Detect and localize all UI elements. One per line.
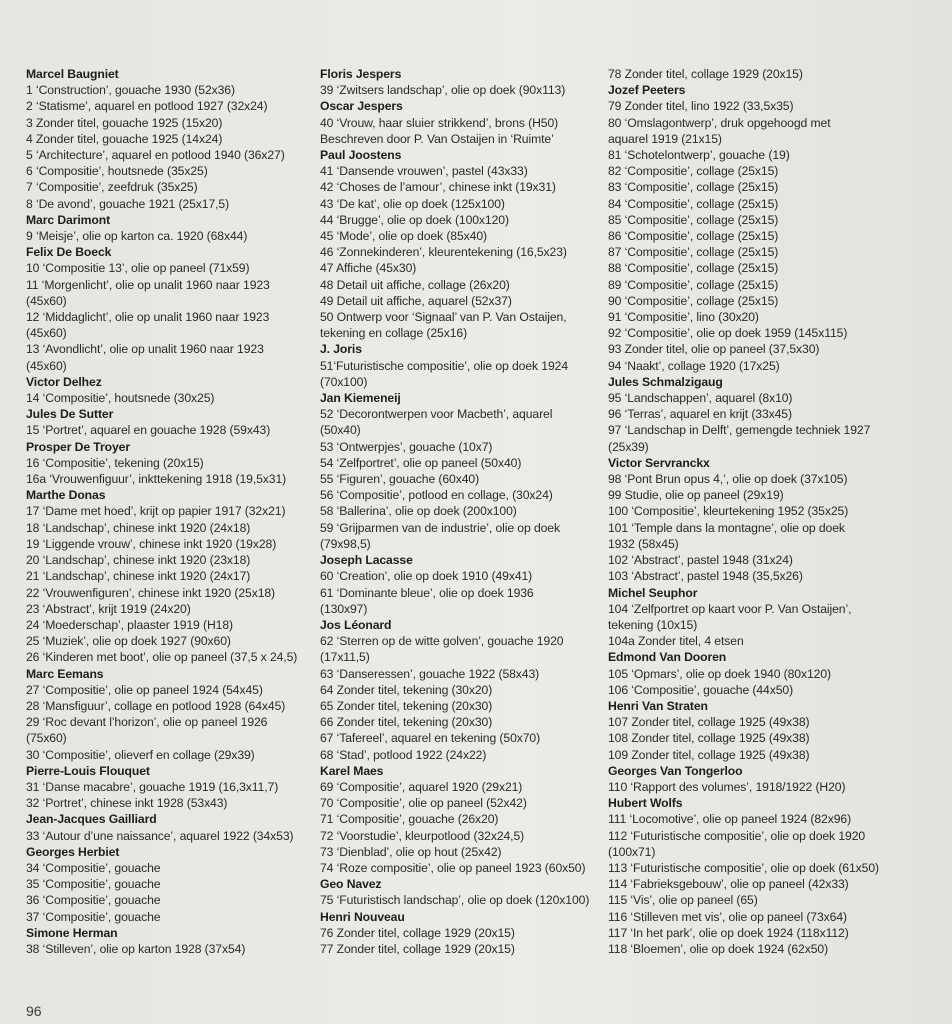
artwork-entry: 101 ‘Temple dans la montagne’, olie op doek: [608, 520, 845, 535]
artwork-entry: 45 ‘Mode’, olie op doek (85x40): [320, 229, 487, 244]
artwork-entry: (25x39): [608, 439, 649, 454]
artwork-entry: 104 ‘Zelfportret op kaart voor P. Van Ostaijen’,: [608, 601, 852, 616]
artwork-entry: (17x11,5): [320, 650, 370, 665]
artist-name: Marc Darimont: [26, 212, 111, 227]
artwork-entry: 72 ‘Voorstudie’, kleurpotlood (32x24,5): [320, 828, 525, 843]
artist-name: Marcel Baugniet: [26, 67, 119, 81]
artwork-entry: 39 ‘Zwitsers landschap’, olie op doek (90x113): [320, 83, 566, 98]
artist-name: Joseph Lacasse: [320, 553, 413, 568]
artwork-entry: 106 ‘Compositie’, gouache (44x50): [608, 682, 794, 697]
artwork-entry: 9 ‘Meisje’, olie op karton ca. 1920 (68x44): [26, 229, 248, 244]
artist-name: Georges Herbiet: [26, 844, 120, 859]
artwork-entry: 88 ‘Compositie’, collage (25x15): [608, 261, 779, 276]
artwork-entry: 32 ‘Portret’, chinese inkt 1928 (53x43): [26, 796, 228, 811]
artwork-entry: 18 ‘Landschap’, chinese inkt 1920 (24x18): [26, 520, 251, 535]
artwork-entry: 93 Zonder titel, olie op paneel (37,5x30): [608, 342, 820, 357]
artist-name: Jean-Jacques Gailliard: [26, 812, 157, 827]
artwork-entry: 48 Detail uit affiche, collage (26x20): [320, 277, 510, 292]
catalog-column-2: [320, 66, 605, 957]
artwork-entry: 84 ‘Compositie’, collage (25x15): [608, 196, 779, 211]
artwork-entry: 107 Zonder titel, collage 1925 (49x38): [608, 715, 810, 730]
artwork-entry: (130x97): [320, 601, 368, 616]
artwork-entry: 80 ‘Omslagontwerp’, druk opgehoogd met: [608, 115, 831, 130]
artwork-entry: 66 Zonder titel, tekening (20x30): [320, 715, 493, 730]
artwork-entry: 70 ‘Compositie’, olie op paneel (52x42): [320, 796, 527, 811]
artist-name: Henri Nouveau: [320, 909, 405, 924]
artwork-entry: 86 ‘Compositie’, collage (25x15): [608, 229, 779, 244]
artwork-entry: 12 ‘Middaglicht’, olie op unalit 1960 naar 1923: [26, 310, 270, 325]
artwork-entry: 56 ‘Compositie’, potlood en collage, (30x24): [320, 488, 553, 503]
artwork-entry: 114 ‘Fabrieksgebouw’, olie op paneel (42x33): [608, 877, 849, 892]
artwork-entry: 38 ‘Stilleven’, olie op karton 1928 (37x54): [26, 941, 246, 956]
artwork-entry: 41 ‘Dansende vrouwen’, pastel (43x33): [320, 164, 528, 179]
artwork-entry: 17 ‘Dame met hoed’, krijt op papier 1917 (32x21): [26, 504, 286, 519]
artwork-entry: 98 ‘Pont Brun opus 4,’, olie op doek (37x105): [608, 472, 848, 487]
artwork-entry: 44 ‘Brugge’, olie op doek (100x120): [320, 212, 509, 227]
artwork-entry: 22 ‘Vrouwenfiguren’, chinese inkt 1920 (25x18): [26, 585, 276, 600]
artwork-entry: 2 ‘Statisme’, aquarel en potlood 1927 (32x24): [26, 99, 268, 114]
artwork-entry: 73 ‘Dienblad’, olie op hout (25x42): [320, 844, 502, 859]
artist-name: Hubert Wolfs: [608, 796, 683, 811]
artwork-entry: 55 ‘Figuren’, gouache (60x40): [320, 472, 480, 487]
artwork-entry: 91 ‘Compositie’, lino (30x20): [608, 310, 759, 325]
artwork-entry: 14 ‘Compositie’, houtsnede (30x25): [26, 391, 215, 406]
artist-name: Jan Kiemeneij: [320, 391, 401, 406]
artwork-entry: 4 Zonder titel, gouache 1925 (14x24): [26, 131, 223, 146]
artist-name: Marc Eemans: [26, 666, 104, 681]
artwork-entry: 77 Zonder titel, collage 1929 (20x15): [320, 941, 515, 956]
artwork-entry: 53 ‘Ontwerpjes’, gouache (10x7): [320, 439, 493, 454]
artwork-entry: 90 ‘Compositie’, collage (25x15): [608, 293, 779, 308]
artwork-entry: 34 ‘Compositie’, gouache: [26, 860, 161, 875]
artwork-entry: 23 ‘Abstract’, krijt 1919 (24x20): [26, 601, 191, 616]
artwork-entry: 31 ‘Danse macabre’, gouache 1919 (16,3x11,7): [26, 779, 279, 794]
artwork-entry: 116 ‘Stilleven met vis’, olie op paneel (73x64): [608, 909, 847, 924]
artwork-entry: 97 ‘Landschap in Delft’, gemengde techniek 1927: [608, 423, 871, 438]
artist-name: Jos Léonard: [320, 617, 392, 632]
artwork-entry: 94 ‘Naakt’, collage 1920 (17x25): [608, 358, 780, 373]
artist-name: Marthe Donas: [26, 488, 106, 503]
artwork-entry: 42 ‘Choses de l’amour’, chinese inkt (19x31): [320, 180, 556, 195]
artwork-entry: 3 Zonder titel, gouache 1925 (15x20): [26, 115, 223, 130]
artwork-entry: 1932 (58x45): [608, 536, 679, 551]
artwork-entry: 40 ‘Vrouw, haar sluier strikkend’, brons (H50): [320, 115, 559, 130]
artwork-entry: aquarel 1919 (21x15): [608, 131, 722, 146]
artwork-entry: 29 ‘Roc devant l’horizon’, olie op paneel 1926: [26, 715, 268, 730]
artwork-entry: 61 ‘Dominante bleue’, olie op doek 1936: [320, 585, 534, 600]
artist-name: Victor Delhez: [26, 374, 102, 389]
artwork-entry: tekening (10x15): [608, 617, 698, 632]
artwork-entry: (45x60): [26, 326, 67, 341]
artwork-entry: 52 ‘Decorontwerpen voor Macbeth’, aquarel: [320, 407, 553, 422]
artwork-entry: (79x98,5): [320, 536, 371, 551]
artwork-entry: (50x40): [320, 423, 361, 438]
artwork-entry: 102 ‘Abstract’, pastel 1948 (31x24): [608, 553, 793, 568]
artwork-entry: 16 ‘Compositie’, tekening (20x15): [26, 455, 204, 470]
artwork-entry: 118 ‘Bloemen’, olie op doek 1924 (62x50): [608, 941, 829, 956]
artwork-entry: 82 ‘Compositie’, collage (25x15): [608, 164, 779, 179]
artwork-entry: 30 ‘Compositie’, olieverf en collage (29x39): [26, 747, 255, 762]
artwork-entry: 10 ‘Compositie 13’, olie op paneel (71x59): [26, 261, 250, 276]
artwork-entry: 104a Zonder titel, 4 etsen: [608, 634, 744, 649]
artwork-entry: 110 ‘Rapport des volumes’, 1918/1922 (H20): [608, 779, 846, 794]
artwork-entry: tekening en collage (25x16): [320, 326, 468, 341]
artwork-entry: 78 Zonder titel, collage 1929 (20x15): [608, 67, 803, 81]
artwork-entry: 24 ‘Moederschap’, plaaster 1919 (H18): [26, 617, 233, 632]
artwork-entry: 68 ‘Stad’, potlood 1922 (24x22): [320, 747, 487, 762]
artwork-entry: 74 ‘Roze compositie’, olie op paneel 1923 (60x50): [320, 860, 586, 875]
artist-name: Floris Jespers: [320, 67, 402, 81]
artist-name: Simone Herman: [26, 925, 118, 940]
artwork-entry: 85 ‘Compositie’, collage (25x15): [608, 212, 779, 227]
artwork-entry: (70x100): [320, 374, 368, 389]
artist-name: Georges Van Tongerloo: [608, 763, 743, 778]
artist-name: Geo Navez: [320, 877, 382, 892]
artist-name: Edmond Van Dooren: [608, 650, 727, 665]
artwork-entry: 108 Zonder titel, collage 1925 (49x38): [608, 731, 810, 746]
artwork-entry: 20 ‘Landschap’, chinese inkt 1920 (23x18): [26, 553, 251, 568]
artwork-entry: 76 Zonder titel, collage 1929 (20x15): [320, 925, 515, 940]
artwork-entry: 26 ‘Kinderen met boot’, olie op paneel (37,5 x 24,5): [26, 650, 298, 665]
artwork-entry: 112 ‘Futuristische compositie’, olie op doek 1920: [608, 828, 866, 843]
artwork-entry: 46 ‘Zonnekinderen’, kleurentekening (16,5x23): [320, 245, 567, 260]
artwork-entry: 81 ‘Schotelontwerp’, gouache (19): [608, 148, 790, 163]
artwork-entry: 59 ‘Grijparmen van de industrie’, olie op doek: [320, 520, 560, 535]
artwork-entry: 21 ‘Landschap’, chinese inkt 1920 (24x17): [26, 569, 251, 584]
artwork-entry: 35 ‘Compositie’, gouache: [26, 877, 161, 892]
artwork-entry: 92 ‘Compositie’, olie op doek 1959 (145x115): [608, 326, 848, 341]
artwork-entry: 71 ‘Compositie’, gouache (26x20): [320, 812, 499, 827]
artist-name: Karel Maes: [320, 763, 384, 778]
artist-name: Pierre-Louis Flouquet: [26, 763, 150, 778]
artwork-entry: 100 ‘Compositie’, kleurtekening 1952 (35x25): [608, 504, 849, 519]
artwork-entry: (45x60): [26, 358, 67, 373]
artwork-entry: 28 ‘Mansfiguur’, collage en potlood 1928 (64x45): [26, 698, 286, 713]
artwork-entry: 109 Zonder titel, collage 1925 (49x38): [608, 747, 810, 762]
artist-name: Michel Seuphor: [608, 585, 698, 600]
artwork-entry: 51‘Futuristische compositie’, olie op doek 1924: [320, 358, 568, 373]
artist-name: Victor Servranckx: [608, 455, 710, 470]
artwork-entry: 27 ‘Compositie’, olie op paneel 1924 (54x45): [26, 682, 263, 697]
artwork-entry: Beschreven door P. Van Ostaijen in ‘Ruimte’: [320, 131, 554, 146]
artwork-entry: 8 ‘De avond’, gouache 1921 (25x17,5): [26, 196, 230, 211]
catalog-column-3: [608, 66, 898, 957]
artwork-entry: 47 Affiche (45x30): [320, 261, 417, 276]
artwork-entry: 36 ‘Compositie’, gouache: [26, 893, 161, 908]
artwork-entry: 11 ‘Morgenlicht’, olie op unalit 1960 naar 1923: [26, 277, 270, 292]
artwork-entry: 105 ‘Opmars’, olie op doek 1940 (80x120): [608, 666, 831, 681]
artwork-entry: 49 Detail uit affiche, aquarel (52x37): [320, 293, 512, 308]
artwork-entry: 43 ‘De kat’, olie op doek (125x100): [320, 196, 505, 211]
artwork-entry: (45x60): [26, 293, 67, 308]
artwork-entry: 33 ‘Autour d’une naissance’, aquarel 1922 (34x53): [26, 828, 294, 843]
artwork-entry: 54 ‘Zelfportret’, olie op paneel (50x40): [320, 455, 522, 470]
artist-name: Jules Schmalzigaug: [608, 374, 723, 389]
artwork-entry: 103 ‘Abstract’, pastel 1948 (35,5x26): [608, 569, 803, 584]
artwork-entry: 99 Studie, olie op paneel (29x19): [608, 488, 784, 503]
artwork-entry: 19 ‘Liggende vrouw’, chinese inkt 1920 (19x28): [26, 536, 277, 551]
artwork-entry: 95 ‘Landschappen’, aquarel (8x10): [608, 391, 793, 406]
artwork-entry: 96 ‘Terras’, aquarel en krijt (33x45): [608, 407, 792, 422]
artwork-entry: 25 ‘Muziek’, olie op doek 1927 (90x60): [26, 634, 231, 649]
artwork-entry: 113 ‘Futuristische compositie’, olie op doek (61x50): [608, 860, 879, 875]
artwork-entry: 115 ‘Vis’, olie op paneel (65): [608, 893, 758, 908]
artwork-entry: 79 Zonder titel, lino 1922 (33,5x35): [608, 99, 794, 114]
artwork-entry: 117 ‘In het park’, olie op doek 1924 (118x112): [608, 925, 849, 940]
artist-name: Prosper De Troyer: [26, 439, 130, 454]
artwork-entry: 16a ‘Vrouwenfiguur’, inkttekening 1918 (19,5x31): [26, 472, 287, 487]
artwork-entry: 15 ‘Portret’, aquarel en gouache 1928 (59x43): [26, 423, 271, 438]
artwork-entry: 75 ‘Futuristisch landschap’, olie op doek (120x100): [320, 893, 590, 908]
artwork-entry: 1 ‘Construction’, gouache 1930 (52x36): [26, 83, 235, 98]
artwork-entry: 62 ‘Sterren op de witte golven’, gouache 1920: [320, 634, 564, 649]
artwork-entry: 67 ‘Tafereel’, aquarel en tekening (50x70): [320, 731, 541, 746]
artwork-entry: 5 ‘Architecture’, aquarel en potlood 1940 (36x27): [26, 148, 285, 163]
artist-name: J. Joris: [320, 342, 362, 357]
artist-name: Felix De Boeck: [26, 245, 112, 260]
artwork-entry: 50 Ontwerp voor ‘Signaal’ van P. Van Ostaijen,: [320, 310, 567, 325]
artwork-entry: 65 Zonder titel, tekening (20x30): [320, 698, 493, 713]
artwork-entry: 13 ‘Avondlicht’, olie op unalit 1960 naar 1923: [26, 342, 264, 357]
artwork-entry: 89 ‘Compositie’, collage (25x15): [608, 277, 779, 292]
artwork-entry: 58 ‘Ballerina’, olie op doek (200x100): [320, 504, 517, 519]
page-number: 96: [26, 1003, 42, 1019]
artwork-entry: 83 ‘Compositie’, collage (25x15): [608, 180, 779, 195]
artwork-entry: 111 ‘Locomotive’, olie op paneel 1924 (82x96): [608, 812, 852, 827]
artwork-entry: 7 ‘Compositie’, zeefdruk (35x25): [26, 180, 198, 195]
artwork-entry: 63 ‘Danseressen’, gouache 1922 (58x43): [320, 666, 540, 681]
artwork-entry: (75x60): [26, 731, 67, 746]
artwork-entry: 6 ‘Compositie’, houtsnede (35x25): [26, 164, 208, 179]
artwork-entry: 64 Zonder titel, tekening (30x20): [320, 682, 493, 697]
artist-name: Henri Van Straten: [608, 698, 708, 713]
artwork-entry: 69 ‘Compositie’, aquarel 1920 (29x21): [320, 779, 523, 794]
artist-name: Paul Joostens: [320, 148, 402, 163]
artwork-entry: 87 ‘Compositie’, collage (25x15): [608, 245, 779, 260]
artist-name: Jules De Sutter: [26, 407, 114, 422]
catalog-column-1: [26, 66, 311, 957]
artist-name: Oscar Jespers: [320, 99, 403, 114]
artwork-entry: 37 ‘Compositie’, gouache: [26, 909, 161, 924]
artwork-entry: 60 ‘Creation’, olie op doek 1910 (49x41): [320, 569, 533, 584]
artist-name: Jozef Peeters: [608, 83, 686, 98]
artwork-entry: (100x71): [608, 844, 656, 859]
